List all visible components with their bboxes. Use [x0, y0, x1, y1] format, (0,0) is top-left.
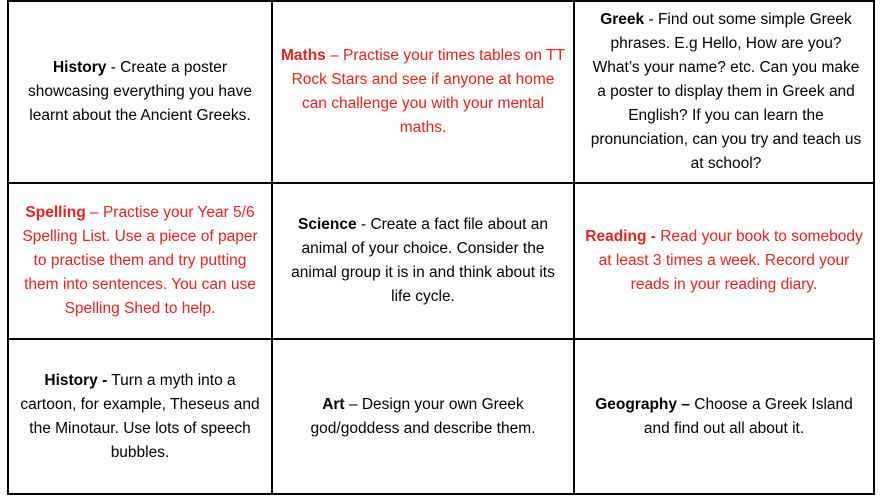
cell-geography	[574, 339, 874, 494]
cell-label: Greek	[600, 11, 645, 28]
cell-art	[272, 339, 574, 494]
cell-text: Create a poster showcasing everything you have learnt about the Ancient Greeks.	[27, 59, 253, 124]
grid-row-3	[8, 339, 874, 494]
cell-history-myth	[8, 339, 272, 494]
cell-label: History -	[44, 371, 108, 389]
cell-label: Geography –	[595, 395, 690, 413]
cell-label: History	[52, 59, 107, 76]
cell-label: Reading -	[585, 228, 656, 245]
cell-history-poster	[8, 1, 272, 183]
cell-separator: –	[344, 395, 362, 413]
cell-separator: -	[644, 11, 658, 28]
cell-spelling	[8, 183, 272, 339]
cell-text: Read your book to somebody at least 3 times a week. Record your reads in your reading diary.	[598, 228, 863, 293]
cell-text: Practise your times tables on TT Rock Stars and see if anyone at home can challenge you with your mental maths.	[291, 47, 565, 136]
cell-label: Maths	[281, 47, 326, 64]
cell-text: Choose a Greek Island and find out all about it.	[643, 395, 853, 437]
cell-greek	[574, 1, 874, 183]
cell-maths	[272, 1, 574, 183]
cell-separator: –	[85, 204, 103, 221]
cell-text: Turn a myth into a cartoon, for example, Theseus and the Minotaur. Use lots of speech bubbles.	[20, 371, 260, 461]
cell-separator: –	[325, 47, 344, 64]
cell-label: Art	[322, 395, 345, 413]
grid-row-1	[8, 1, 874, 183]
homework-grid	[7, 0, 875, 495]
cell-text: Practise your Year 5/6 Spelling List. Use a piece of paper to practise them and try putting them into sentences. You can use Spelling Shed to help.	[22, 204, 258, 317]
cell-text: Create a fact file about an animal of your choice. Consider the animal group it is in and think about its life cycle.	[291, 216, 555, 305]
cell-separator: -	[106, 59, 121, 76]
cell-label: Spelling	[25, 204, 86, 221]
cell-separator: -	[356, 216, 371, 233]
grid-row-2	[8, 183, 874, 339]
cell-text: Design your own Greek god/goddess and describe them.	[310, 395, 536, 437]
cell-reading	[574, 183, 874, 339]
cell-text: Find out some simple Greek phrases. E.g Hello, How are you? What’s your name? etc. Can you make a poster to display them in Greek and English? If you can learn the pronunciation, can you try and teach us at school?	[590, 11, 862, 172]
cell-science	[272, 183, 574, 339]
cell-label: Science	[298, 216, 357, 233]
